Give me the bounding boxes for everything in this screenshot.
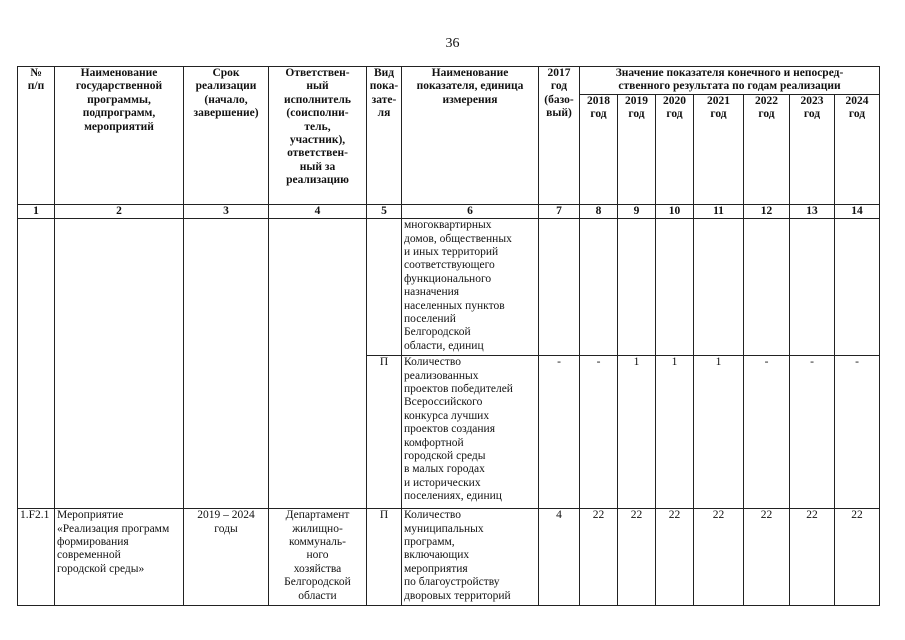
- row-year-value: [744, 219, 790, 356]
- column-number: 8: [580, 204, 618, 218]
- row-year-value: 22: [580, 509, 618, 606]
- row-year-value: 22: [744, 509, 790, 606]
- row-year-value: [580, 219, 618, 356]
- row-year-value: 1: [618, 356, 656, 509]
- column-number: 6: [402, 204, 539, 218]
- header-year: 2019 год: [618, 94, 656, 204]
- column-numbers-row: [18, 204, 880, 218]
- row-responsible: Департамент жилищно- коммуналь- ного хозяйства Белгородской области: [269, 509, 367, 606]
- row-period: [184, 219, 269, 509]
- column-number: 14: [835, 204, 880, 218]
- header-base-year: 2017 год (базо- вый): [539, 67, 580, 205]
- header-program-name: Наименование государственной программы, подпрограмм, мероприятий: [55, 67, 184, 205]
- header-year: 2022 год: [744, 94, 790, 204]
- row-indicator-name: Количество муниципальных программ, включающих мероприятия по благоустройству дворовых территорий: [402, 509, 539, 606]
- row-year-value: 22: [618, 509, 656, 606]
- row-program-name: Мероприятие «Реализация программ формирования современной городской среды»: [55, 509, 184, 606]
- header-indicator-type: Вид пока- зате- ля: [367, 67, 402, 205]
- column-number: 5: [367, 204, 402, 218]
- row-year-value: 1: [656, 356, 694, 509]
- header-year: 2020 год: [656, 94, 694, 204]
- table-row: [18, 509, 880, 606]
- row-year-value: -: [580, 356, 618, 509]
- row-year-value: -: [744, 356, 790, 509]
- header-year: 2024 год: [835, 94, 880, 204]
- header-period: Срок реализации (начало, завершение): [184, 67, 269, 205]
- column-number: 12: [744, 204, 790, 218]
- table-header-row: [18, 67, 880, 95]
- row-number: [18, 219, 55, 509]
- indicators-table: [17, 66, 880, 606]
- column-number: 7: [539, 204, 580, 218]
- row-base-value: 4: [539, 509, 580, 606]
- header-responsible: Ответствен- ный исполнитель (соисполни- тель, участник), ответствен- ный за реализацию: [269, 67, 367, 205]
- header-year: 2023 год: [790, 94, 835, 204]
- row-indicator-type: П: [367, 509, 402, 606]
- row-year-value: 1: [694, 356, 744, 509]
- row-year-value: 22: [694, 509, 744, 606]
- column-number: 9: [618, 204, 656, 218]
- row-year-value: [835, 219, 880, 356]
- row-year-value: 22: [835, 509, 880, 606]
- row-year-value: 22: [656, 509, 694, 606]
- row-year-value: -: [790, 356, 835, 509]
- column-number: 3: [184, 204, 269, 218]
- row-year-value: [694, 219, 744, 356]
- row-base-value: [539, 219, 580, 356]
- row-number: 1.F2.1: [18, 509, 55, 606]
- row-year-value: [790, 219, 835, 356]
- header-number: № п/п: [18, 67, 55, 205]
- row-year-value: [618, 219, 656, 356]
- row-indicator-type: П: [367, 356, 402, 509]
- row-year-value: 22: [790, 509, 835, 606]
- row-responsible: [269, 219, 367, 509]
- table-row: [18, 219, 880, 356]
- row-indicator-name: Количество реализованных проектов победителей Всероссийского конкурса лучших проектов создания комфортной городской среды в малых городах и исторических поселениях, единиц: [402, 356, 539, 509]
- column-number: 4: [269, 204, 367, 218]
- row-indicator-name: многоквартирных домов, общественных и иных территорий соответствующего функционального назначения населенных пунктов поселений Белгородской области, единиц: [402, 219, 539, 356]
- column-number: 1: [18, 204, 55, 218]
- row-year-value: [656, 219, 694, 356]
- column-number: 2: [55, 204, 184, 218]
- header-year: 2018 год: [580, 94, 618, 204]
- row-program-name: [55, 219, 184, 509]
- row-base-value: -: [539, 356, 580, 509]
- header-values-group: Значение показателя конечного и непосред- ственного результата по годам реализации: [580, 67, 880, 95]
- row-year-value: -: [835, 356, 880, 509]
- column-number: 10: [656, 204, 694, 218]
- header-year: 2021 год: [694, 94, 744, 204]
- column-number: 13: [790, 204, 835, 218]
- row-period: 2019 – 2024 годы: [184, 509, 269, 606]
- column-number: 11: [694, 204, 744, 218]
- row-indicator-type: [367, 219, 402, 356]
- header-indicator-name: Наименование показателя, единица измерения: [402, 67, 539, 205]
- page-number: 36: [445, 36, 460, 51]
